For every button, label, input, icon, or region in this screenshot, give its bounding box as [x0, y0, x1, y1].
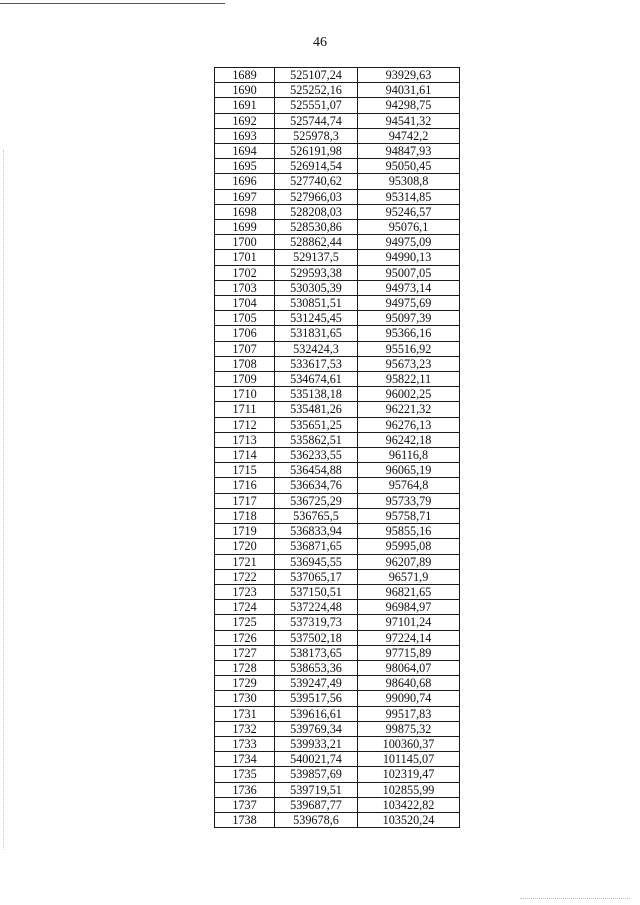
y-coordinate-cell: 102855,99: [358, 782, 460, 797]
point-number-cell: 1710: [215, 387, 275, 402]
y-coordinate-cell: 100360,37: [358, 736, 460, 751]
point-number-cell: 1705: [215, 311, 275, 326]
x-coordinate-cell: 525107,24: [275, 68, 358, 83]
x-coordinate-cell: 527740,62: [275, 174, 358, 189]
y-coordinate-cell: 95246,57: [358, 204, 460, 219]
y-coordinate-cell: 97224,14: [358, 630, 460, 645]
point-number-cell: 1708: [215, 356, 275, 371]
x-coordinate-cell: 528862,44: [275, 235, 358, 250]
x-coordinate-cell: 537065,17: [275, 569, 358, 584]
table-row: [215, 706, 460, 721]
point-number-cell: 1691: [215, 98, 275, 113]
table-row: [215, 493, 460, 508]
table-row: [215, 144, 460, 159]
y-coordinate-cell: 96065,19: [358, 463, 460, 478]
y-coordinate-cell: 96002,25: [358, 387, 460, 402]
x-coordinate-cell: 526914,54: [275, 159, 358, 174]
point-number-cell: 1737: [215, 797, 275, 812]
x-coordinate-cell: 525978,3: [275, 128, 358, 143]
y-coordinate-cell: 96242,18: [358, 432, 460, 447]
point-number-cell: 1709: [215, 372, 275, 387]
y-coordinate-cell: 96207,89: [358, 554, 460, 569]
point-number-cell: 1730: [215, 691, 275, 706]
point-number-cell: 1720: [215, 539, 275, 554]
x-coordinate-cell: 526191,98: [275, 144, 358, 159]
x-coordinate-cell: 537502,18: [275, 630, 358, 645]
x-coordinate-cell: 538173,65: [275, 645, 358, 660]
table-row: [215, 113, 460, 128]
x-coordinate-cell: 539769,34: [275, 721, 358, 736]
table-row: [215, 615, 460, 630]
table-row: [215, 98, 460, 113]
point-number-cell: 1698: [215, 204, 275, 219]
y-coordinate-cell: 98064,07: [358, 660, 460, 675]
x-coordinate-cell: 527966,03: [275, 189, 358, 204]
y-coordinate-cell: 96821,65: [358, 584, 460, 599]
point-number-cell: 1689: [215, 68, 275, 83]
x-coordinate-cell: 539616,61: [275, 706, 358, 721]
point-number-cell: 1714: [215, 448, 275, 463]
point-number-cell: 1728: [215, 660, 275, 675]
point-number-cell: 1723: [215, 584, 275, 599]
x-coordinate-cell: 540021,74: [275, 752, 358, 767]
point-number-cell: 1697: [215, 189, 275, 204]
y-coordinate-cell: 95855,16: [358, 524, 460, 539]
table-row: [215, 280, 460, 295]
table-row: [215, 402, 460, 417]
point-number-cell: 1716: [215, 478, 275, 493]
point-number-cell: 1693: [215, 128, 275, 143]
y-coordinate-cell: 95822,11: [358, 372, 460, 387]
x-coordinate-cell: 539678,6: [275, 812, 358, 827]
point-number-cell: 1699: [215, 220, 275, 235]
x-coordinate-cell: 536765,5: [275, 508, 358, 523]
y-coordinate-cell: 95673,23: [358, 356, 460, 371]
y-coordinate-cell: 95308,8: [358, 174, 460, 189]
x-coordinate-cell: 535138,18: [275, 387, 358, 402]
x-coordinate-cell: 525744,74: [275, 113, 358, 128]
x-coordinate-cell: 530305,39: [275, 280, 358, 295]
x-coordinate-cell: 535862,51: [275, 432, 358, 447]
y-coordinate-cell: 95758,71: [358, 508, 460, 523]
x-coordinate-cell: 525551,07: [275, 98, 358, 113]
table-row: [215, 584, 460, 599]
y-coordinate-cell: 99517,83: [358, 706, 460, 721]
x-coordinate-cell: 539687,77: [275, 797, 358, 812]
y-coordinate-cell: 95366,16: [358, 326, 460, 341]
x-coordinate-cell: 529137,5: [275, 250, 358, 265]
x-coordinate-cell: 537150,51: [275, 584, 358, 599]
y-coordinate-cell: 101145,07: [358, 752, 460, 767]
point-number-cell: 1727: [215, 645, 275, 660]
table-row: [215, 387, 460, 402]
y-coordinate-cell: 93929,63: [358, 68, 460, 83]
point-number-cell: 1731: [215, 706, 275, 721]
x-coordinate-cell: 529593,38: [275, 265, 358, 280]
y-coordinate-cell: 98640,68: [358, 676, 460, 691]
table-row: [215, 296, 460, 311]
table-row: [215, 752, 460, 767]
top-rule: [0, 3, 225, 4]
y-coordinate-cell: 96984,97: [358, 600, 460, 615]
table-row: [215, 797, 460, 812]
point-number-cell: 1734: [215, 752, 275, 767]
point-number-cell: 1718: [215, 508, 275, 523]
y-coordinate-cell: 94847,93: [358, 144, 460, 159]
table-row: [215, 250, 460, 265]
table-row: [215, 660, 460, 675]
point-number-cell: 1736: [215, 782, 275, 797]
x-coordinate-cell: 525252,16: [275, 83, 358, 98]
x-coordinate-cell: 528530,86: [275, 220, 358, 235]
y-coordinate-cell: 97715,89: [358, 645, 460, 660]
x-coordinate-cell: 536233,55: [275, 448, 358, 463]
y-coordinate-cell: 95050,45: [358, 159, 460, 174]
x-coordinate-cell: 539933,21: [275, 736, 358, 751]
x-coordinate-cell: 533617,53: [275, 356, 358, 371]
y-coordinate-cell: 94975,09: [358, 235, 460, 250]
point-number-cell: 1694: [215, 144, 275, 159]
point-number-cell: 1738: [215, 812, 275, 827]
scan-artifact-bottom: [520, 898, 630, 900]
y-coordinate-cell: 94541,32: [358, 113, 460, 128]
point-number-cell: 1726: [215, 630, 275, 645]
table-row: [215, 478, 460, 493]
y-coordinate-cell: 103520,24: [358, 812, 460, 827]
y-coordinate-cell: 94975,69: [358, 296, 460, 311]
table-row: [215, 630, 460, 645]
y-coordinate-cell: 94990,13: [358, 250, 460, 265]
x-coordinate-cell: 535481,26: [275, 402, 358, 417]
point-number-cell: 1717: [215, 493, 275, 508]
x-coordinate-cell: 536634,76: [275, 478, 358, 493]
y-coordinate-cell: 95314,85: [358, 189, 460, 204]
x-coordinate-cell: 535651,25: [275, 417, 358, 432]
x-coordinate-cell: 536833,94: [275, 524, 358, 539]
table-row: [215, 676, 460, 691]
table-row: [215, 736, 460, 751]
point-number-cell: 1735: [215, 767, 275, 782]
point-number-cell: 1703: [215, 280, 275, 295]
table-row: [215, 128, 460, 143]
table-row: [215, 159, 460, 174]
point-number-cell: 1695: [215, 159, 275, 174]
table-row: [215, 721, 460, 736]
table-row: [215, 767, 460, 782]
y-coordinate-cell: 96571,9: [358, 569, 460, 584]
point-number-cell: 1700: [215, 235, 275, 250]
scan-artifact-left: [3, 150, 5, 850]
coordinates-table-body: [215, 68, 460, 828]
table-row: [215, 68, 460, 83]
y-coordinate-cell: 97101,24: [358, 615, 460, 630]
y-coordinate-cell: 94973,14: [358, 280, 460, 295]
x-coordinate-cell: 536871,65: [275, 539, 358, 554]
x-coordinate-cell: 538653,36: [275, 660, 358, 675]
x-coordinate-cell: 536945,55: [275, 554, 358, 569]
point-number-cell: 1711: [215, 402, 275, 417]
y-coordinate-cell: 99090,74: [358, 691, 460, 706]
table-row: [215, 524, 460, 539]
y-coordinate-cell: 94298,75: [358, 98, 460, 113]
point-number-cell: 1732: [215, 721, 275, 736]
point-number-cell: 1725: [215, 615, 275, 630]
coordinates-table: [214, 67, 460, 828]
table-row: [215, 645, 460, 660]
table-row: [215, 265, 460, 280]
table-row: [215, 341, 460, 356]
x-coordinate-cell: 534674,61: [275, 372, 358, 387]
table-row: [215, 83, 460, 98]
y-coordinate-cell: 95076,1: [358, 220, 460, 235]
x-coordinate-cell: 539247,49: [275, 676, 358, 691]
table-row: [215, 204, 460, 219]
table-row: [215, 326, 460, 341]
point-number-cell: 1719: [215, 524, 275, 539]
y-coordinate-cell: 102319,47: [358, 767, 460, 782]
x-coordinate-cell: 536454,88: [275, 463, 358, 478]
table-row: [215, 235, 460, 250]
x-coordinate-cell: 532424,3: [275, 341, 358, 356]
table-row: [215, 691, 460, 706]
point-number-cell: 1690: [215, 83, 275, 98]
table-row: [215, 463, 460, 478]
table-row: [215, 174, 460, 189]
point-number-cell: 1733: [215, 736, 275, 751]
table-row: [215, 417, 460, 432]
table-row: [215, 189, 460, 204]
x-coordinate-cell: 537224,48: [275, 600, 358, 615]
x-coordinate-cell: 528208,03: [275, 204, 358, 219]
x-coordinate-cell: 539517,56: [275, 691, 358, 706]
point-number-cell: 1702: [215, 265, 275, 280]
table-row: [215, 311, 460, 326]
point-number-cell: 1721: [215, 554, 275, 569]
x-coordinate-cell: 531831,65: [275, 326, 358, 341]
table-row: [215, 569, 460, 584]
x-coordinate-cell: 531245,45: [275, 311, 358, 326]
y-coordinate-cell: 95764,8: [358, 478, 460, 493]
table-row: [215, 812, 460, 827]
point-number-cell: 1706: [215, 326, 275, 341]
table-row: [215, 432, 460, 447]
table-row: [215, 782, 460, 797]
y-coordinate-cell: 95097,39: [358, 311, 460, 326]
y-coordinate-cell: 94742,2: [358, 128, 460, 143]
point-number-cell: 1704: [215, 296, 275, 311]
table-row: [215, 600, 460, 615]
y-coordinate-cell: 95007,05: [358, 265, 460, 280]
table-row: [215, 539, 460, 554]
x-coordinate-cell: 536725,29: [275, 493, 358, 508]
point-number-cell: 1692: [215, 113, 275, 128]
x-coordinate-cell: 539719,51: [275, 782, 358, 797]
x-coordinate-cell: 539857,69: [275, 767, 358, 782]
point-number-cell: 1715: [215, 463, 275, 478]
y-coordinate-cell: 96221,32: [358, 402, 460, 417]
point-number-cell: 1729: [215, 676, 275, 691]
y-coordinate-cell: 95516,92: [358, 341, 460, 356]
table-row: [215, 448, 460, 463]
x-coordinate-cell: 530851,51: [275, 296, 358, 311]
point-number-cell: 1713: [215, 432, 275, 447]
point-number-cell: 1722: [215, 569, 275, 584]
point-number-cell: 1696: [215, 174, 275, 189]
table-row: [215, 372, 460, 387]
y-coordinate-cell: 96276,13: [358, 417, 460, 432]
table-row: [215, 356, 460, 371]
table-row: [215, 220, 460, 235]
y-coordinate-cell: 95733,79: [358, 493, 460, 508]
y-coordinate-cell: 103422,82: [358, 797, 460, 812]
y-coordinate-cell: 99875,32: [358, 721, 460, 736]
table-row: [215, 554, 460, 569]
point-number-cell: 1712: [215, 417, 275, 432]
y-coordinate-cell: 95995,08: [358, 539, 460, 554]
table-row: [215, 508, 460, 523]
point-number-cell: 1707: [215, 341, 275, 356]
x-coordinate-cell: 537319,73: [275, 615, 358, 630]
y-coordinate-cell: 94031,61: [358, 83, 460, 98]
point-number-cell: 1701: [215, 250, 275, 265]
point-number-cell: 1724: [215, 600, 275, 615]
y-coordinate-cell: 96116,8: [358, 448, 460, 463]
page-number: 46: [313, 35, 327, 50]
